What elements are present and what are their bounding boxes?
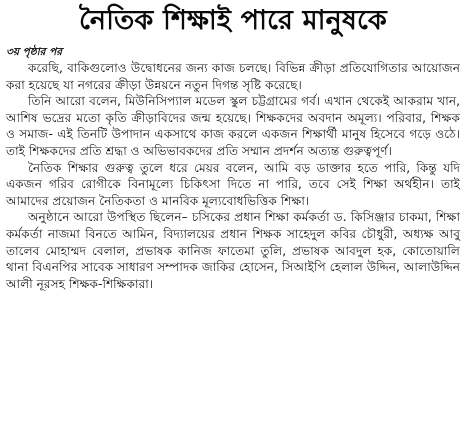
- continuation-note: ৩য় পৃষ্ঠার পর: [6, 46, 63, 58]
- article-paragraph: অনুষ্ঠানে আরো উপস্থিত ছিলেন– চসিকের প্রধান শিক্ষা কর্মকর্তা ড. কিসিঞ্জার চাকমা, শিক্ষা কর্মকর্তা নাজমা বিনতে আমিন, বিদ্যালয়ের প্রধান শিক্ষক সাহেদুল কবির চৌধুরী, অধ্যক্ষ আবু তালেব মোহাম্মদ বেলাল, প্রভাষক কানিজ ফাতেমা তুলি, প্রভাষক আবদুল হক, কোতোয়ালি থানা বিএনপির সাবেক সাধারণ সম্পাদক জাকির হোসেন, সিআইপি হেলাল উদ্দিন, আলাউদ্দিন আলী নূরসহ শিক্ষক-শিক্ষিকারা।: [6, 210, 460, 291]
- article-paragraph: তিনি আরো বলেন, মিউনিসিপ্যাল মডেল স্কুল চট্টগ্রামের গর্ব। এখান থেকেই আকরাম খান, আশিষ ভদ্রের মতো কৃতি ক্রীড়াবিদের জন্ম হয়েছে। শিক্ষকদের অবদান অমূল্য। পরিবার, শিক্ষক ও সমাজ- এই তিনটি উপাদান একসাথে কাজ করলে একজন শিক্ষার্থী মানুষ হিসেবে গড়ে ওঠে। তাই শিক্ষকদের প্রতি শ্রদ্ধা ও অভিভাবকদের প্রতি সম্মান প্রদর্শন অত্যন্ত গুরুত্বপূর্ণ।: [6, 94, 460, 158]
- article-headline: নৈতিক শিক্ষাই পারে মানুষকে: [79, 5, 387, 36]
- article-paragraph: করেছি, বাকিগুলোও উদ্বোধনের জন্য কাজ চলছে। বিভিন্ন ক্রীড়া প্রতিযোগিতার আয়োজন করা হয়েছে যা নগরের ক্রীড়া উন্নয়নে নতুন দিগন্ত সৃষ্টি করেছে।: [6, 61, 460, 92]
- article-body: [6, 60, 460, 292]
- article-paragraph: নৈতিক শিক্ষার গুরুত্ব তুলে ধরে মেয়র বলেন, আমি বড় ডাক্তার হতে পারি, কিন্তু যদি একজন গরিব রোগীকে বিনামূল্যে চিকিৎসা দিতে না পারি, তবে সেই শিক্ষা অর্থহীন। তাই আমাদের প্রয়োজন নৈতিকতা ও মানবিক মূল্যবোধভিত্তিক শিক্ষা।: [6, 160, 460, 208]
